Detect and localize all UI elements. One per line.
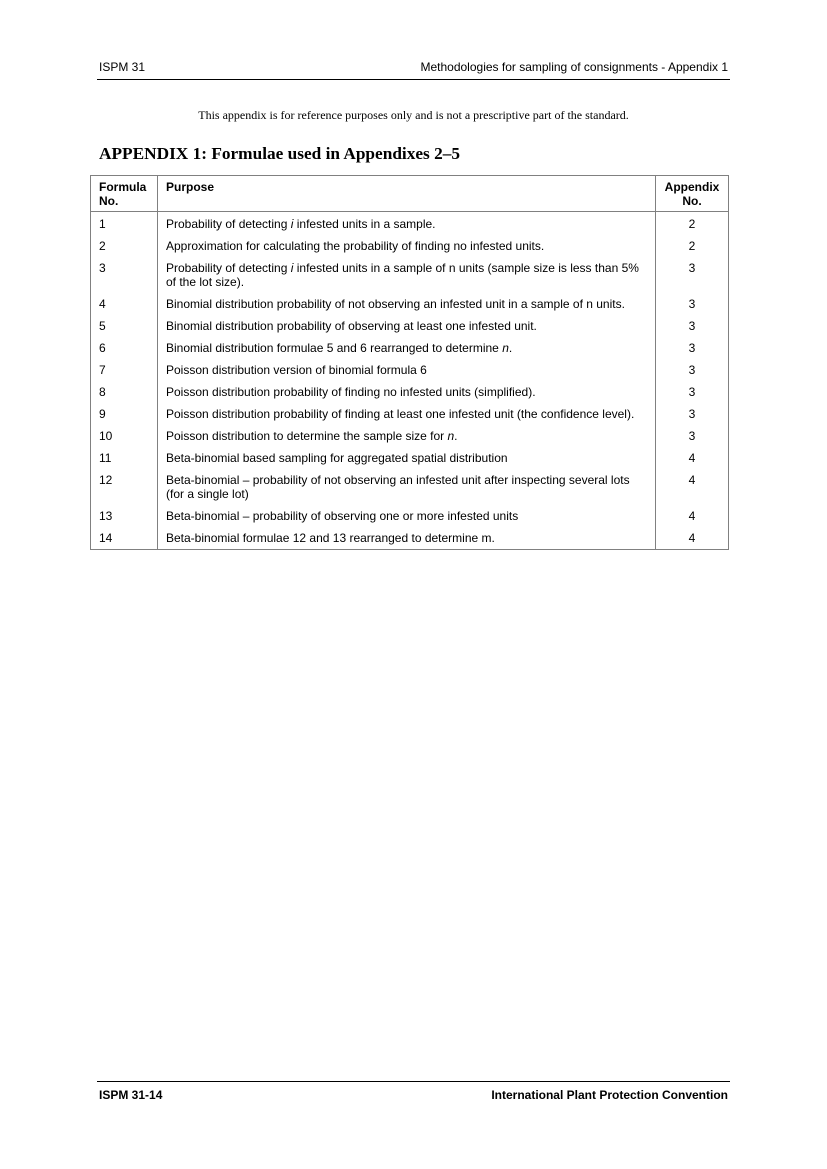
table-header (91, 176, 729, 212)
formula-number-cell: 14 (91, 528, 158, 550)
formula-number-cell: 2 (91, 236, 158, 258)
purpose-text: Beta-binomial based sampling for aggregated spatial distribution (166, 451, 508, 465)
purpose-cell (158, 212, 656, 237)
appendix-number-cell: 2 (656, 212, 729, 237)
purpose-header: Purpose (158, 176, 656, 212)
appendix-number-cell: 3 (656, 404, 729, 426)
formula-number-cell: 8 (91, 382, 158, 404)
formula-number-cell: 1 (91, 212, 158, 237)
purpose-cell (158, 258, 656, 294)
purpose-cell (158, 404, 656, 426)
formula-no-header-line-2: No. (99, 194, 119, 208)
purpose-cell (158, 382, 656, 404)
formula-no-header (91, 176, 158, 212)
purpose-text: Binomial distribution probability of not observing an infested unit in a sample of n units. (166, 297, 625, 311)
header-standard-id: ISPM 31 (99, 60, 146, 74)
purpose-cell (158, 360, 656, 382)
table-row (91, 294, 729, 316)
table-body (91, 212, 729, 550)
running-header (97, 60, 730, 80)
table-header-row (91, 176, 729, 212)
appendix-number-cell: 2 (656, 236, 729, 258)
purpose-text: Poisson distribution probability of finding at least one infested unit (the confidence level). (166, 407, 635, 421)
formula-number-cell: 6 (91, 338, 158, 360)
formula-number-cell: 5 (91, 316, 158, 338)
purpose-italic-text: i (290, 217, 294, 231)
purpose-cell (158, 448, 656, 470)
table-row (91, 338, 729, 360)
purpose-text: Beta-binomial formulae 12 and 13 rearranged to determine m. (166, 531, 495, 545)
purpose-text: Binomial distribution formulae 5 and 6 rearranged to determine (166, 341, 503, 355)
formula-no-header-line-1: Formula (99, 180, 147, 194)
table-row (91, 316, 729, 338)
table-row (91, 236, 729, 258)
appendix-number-cell: 3 (656, 338, 729, 360)
purpose-cell (158, 316, 656, 338)
purpose-italic-text: i (290, 261, 294, 275)
footer-page-id: ISPM 31-14 (99, 1088, 163, 1102)
page-title: APPENDIX 1: Formulae used in Appendixes 2–5 (99, 144, 461, 163)
purpose-text: Probability of detecting (166, 217, 291, 231)
formula-number-cell: 3 (91, 258, 158, 294)
purpose-cell (158, 528, 656, 550)
purpose-text: Poisson distribution version of binomial formula 6 (166, 363, 427, 377)
purpose-text: Binomial distribution probability of observing at least one infested unit. (166, 319, 537, 333)
purpose-cell (158, 236, 656, 258)
purpose-text: Probability of detecting (166, 261, 291, 275)
formula-number-cell: 9 (91, 404, 158, 426)
appendix-number-cell: 4 (656, 470, 729, 506)
purpose-text: Approximation for calculating the probability of finding no infested units. (166, 239, 545, 253)
appendix-number-cell: 4 (656, 448, 729, 470)
formula-number-cell: 12 (91, 470, 158, 506)
purpose-cell (158, 470, 656, 506)
table-row (91, 528, 729, 550)
purpose-italic-text: n (502, 341, 509, 355)
purpose-text: infested units in a sample of n units (sample size is less than 5% of the lot size). (166, 261, 639, 289)
purpose-cell (158, 426, 656, 448)
appendix-number-cell: 4 (656, 528, 729, 550)
running-footer (97, 1081, 730, 1102)
table-row (91, 382, 729, 404)
purpose-text: Poisson distribution to determine the sample size for (166, 429, 448, 443)
purpose-cell (158, 338, 656, 360)
purpose-cell (158, 294, 656, 316)
formula-number-cell: 13 (91, 506, 158, 528)
appendix-no-header-line-2: No. (682, 194, 702, 208)
appendix-number-cell: 3 (656, 294, 729, 316)
formula-number-cell: 7 (91, 360, 158, 382)
appendix-number-cell: 3 (656, 316, 729, 338)
appendix-no-header (656, 176, 729, 212)
table-row (91, 470, 729, 506)
formula-number-cell: 4 (91, 294, 158, 316)
appendix-no-header-line-1: Appendix (664, 180, 720, 194)
appendix-number-cell: 3 (656, 382, 729, 404)
purpose-text: . (508, 341, 513, 355)
table-row (91, 426, 729, 448)
formula-number-cell: 11 (91, 448, 158, 470)
purpose-cell (158, 506, 656, 528)
purpose-text: . (454, 429, 458, 443)
purpose-text: Poisson distribution probability of finding no infested units (simplified). (166, 385, 536, 399)
appendix-number-cell: 4 (656, 506, 729, 528)
table-row (91, 258, 729, 294)
reference-note: This appendix is for reference purposes only and is not a prescriptive part of the standard. (198, 108, 629, 122)
purpose-text: Beta-binomial – probability of not observing an infested unit after inspecting several lots (for a single lot) (166, 473, 630, 501)
appendix-number-cell: 3 (656, 426, 729, 448)
table-row (91, 448, 729, 470)
purpose-text: infested units in a sample. (293, 217, 436, 231)
table-row (91, 404, 729, 426)
footer-organization: International Plant Protection Convention (491, 1088, 728, 1102)
appendix-number-cell: 3 (656, 360, 729, 382)
purpose-italic-text: n (447, 429, 455, 443)
header-section-title: Methodologies for sampling of consignments - Appendix 1 (420, 60, 728, 74)
appendix-number-cell: 3 (656, 258, 729, 294)
purpose-text: Beta-binomial – probability of observing one or more infested units (166, 509, 519, 523)
table-row (91, 506, 729, 528)
formula-number-cell: 10 (91, 426, 158, 448)
table-row (91, 360, 729, 382)
formulae-table (90, 175, 729, 550)
table-row (91, 212, 729, 237)
